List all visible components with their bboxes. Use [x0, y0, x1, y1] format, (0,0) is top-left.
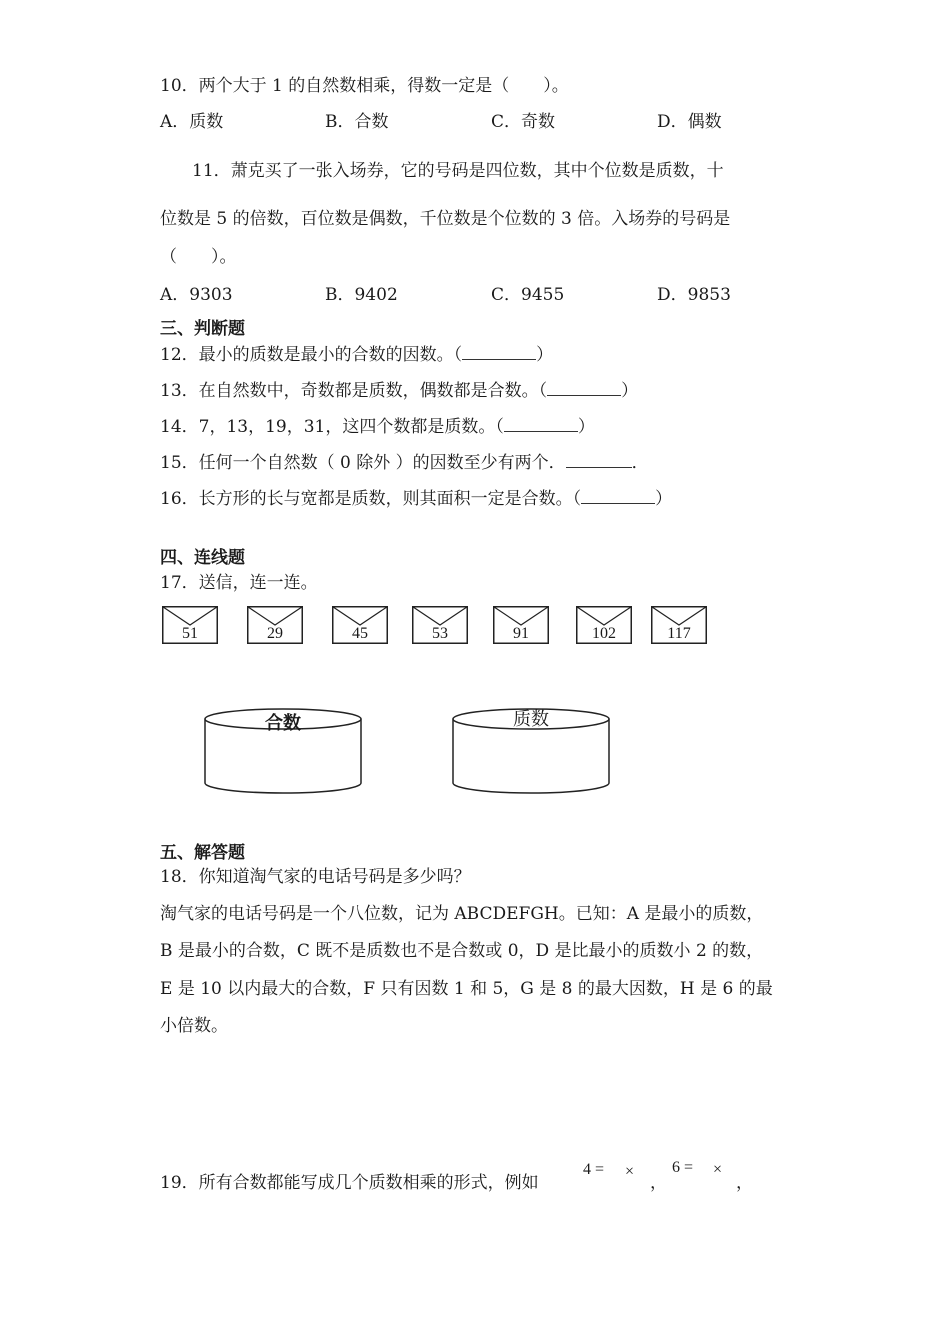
q16-close: ） [655, 489, 673, 509]
q14-answer-blank[interactable] [504, 415, 578, 432]
envelope-117[interactable] [651, 606, 707, 644]
q16-answer-blank[interactable] [581, 487, 655, 504]
q18-line1: 淘气家的电话号码是一个八位数，记为 ABCDEFGH。已知：A 是最小的质数， [160, 904, 764, 924]
q12-item [160, 343, 553, 366]
q19-comma-2: ， [736, 1173, 753, 1193]
q11-stem-line1: 11．萧克买了一张入场券，它的号码是四位数，其中个位数是质数，十 [192, 161, 724, 181]
q12-close: ） [536, 345, 554, 365]
q18-line3: E 是 10 以内最大的合数，F 只有因数 1 和 5，G 是 8 的最大因数，H 是 6 的最 [160, 979, 773, 999]
box-composite-label: 合数 [265, 713, 301, 734]
envelope-45[interactable] [332, 606, 388, 644]
envelope-number: 91 [513, 625, 529, 642]
envelope-29[interactable] [247, 606, 303, 644]
q19-text: 19．所有合数都能写成几个质数相乘的形式，例如 [160, 1173, 539, 1193]
q18-title: 18．你知道淘气家的电话号码是多少吗？ [160, 867, 471, 887]
q19-eq1-times: × [625, 1163, 635, 1180]
q15-answer-blank[interactable] [566, 451, 632, 468]
q13-close: ） [621, 381, 639, 401]
envelope-number: 117 [667, 625, 691, 642]
envelope-number: 45 [352, 625, 368, 642]
q19-eq1-left: 4 = [583, 1161, 605, 1178]
envelope-number: 102 [592, 625, 616, 642]
q16-text: 16．长方形的长与宽都是质数，则其面积一定是合数。（ [160, 489, 582, 509]
envelope-102[interactable] [576, 606, 632, 644]
q10-option-a[interactable]: A．质数 [160, 112, 224, 132]
q15-item [160, 451, 649, 474]
section4-title: 四、连线题 [160, 548, 245, 568]
q19-comma-1: ， [650, 1173, 667, 1193]
envelope-number: 51 [182, 625, 198, 642]
q11-option-a[interactable]: A．9303 [160, 285, 233, 305]
q18-line4: 小倍数。 [160, 1016, 228, 1036]
envelope-number: 53 [432, 625, 448, 642]
envelope-91[interactable] [493, 606, 549, 644]
box-prime[interactable] [451, 707, 611, 795]
box-composite[interactable] [203, 707, 363, 795]
q17-stem: 17．送信，连一连。 [160, 573, 318, 593]
q12-text: 12．最小的质数是最小的合数的因数。（ [160, 345, 463, 365]
section5-title: 五、解答题 [160, 843, 245, 863]
q13-answer-blank[interactable] [547, 379, 621, 396]
q11-option-b[interactable]: B．9402 [325, 285, 398, 305]
envelope-51[interactable] [162, 606, 218, 644]
q15-close: ． [631, 453, 649, 473]
section3-title: 三、判断题 [160, 319, 245, 339]
q19-eq2-left: 6 = [672, 1159, 694, 1176]
q14-text: 14．7，13，19，31，这四个数都是质数。（ [160, 417, 504, 437]
q15-text: 15．任何一个自然数（ 0 除外 ）的因数至少有两个． [160, 453, 566, 473]
q10-option-c[interactable]: C．奇数 [491, 112, 556, 132]
q13-text: 13．在自然数中，奇数都是质数，偶数都是合数。（ [160, 381, 548, 401]
q12-answer-blank[interactable] [462, 343, 536, 360]
q19-eq2-times: × [713, 1161, 723, 1178]
q11-stem-line2: 位数是 5 的倍数，百位数是偶数，千位数是个位数的 3 倍。入场券的号码是 [160, 209, 731, 229]
q11-stem-line3: （ ）。 [160, 247, 237, 267]
q13-item [160, 379, 638, 402]
q10-option-d[interactable]: D．偶数 [657, 112, 722, 132]
q14-item [160, 415, 595, 438]
q10-option-b[interactable]: B．合数 [325, 112, 389, 132]
envelope-53[interactable] [412, 606, 468, 644]
q16-item [160, 487, 672, 510]
envelope-number: 29 [267, 625, 283, 642]
q11-option-c[interactable]: C．9455 [491, 285, 565, 305]
q18-line2: B 是最小的合数，C 既不是质数也不是合数或 0，D 是比最小的质数小 2 的数， [160, 941, 764, 961]
q11-option-d[interactable]: D．9853 [657, 285, 731, 305]
box-prime-label: 质数 [513, 709, 549, 730]
q14-close: ） [577, 417, 595, 437]
q10-stem: 10．两个大于 1 的自然数相乘，得数一定是（ ）。 [160, 76, 569, 96]
